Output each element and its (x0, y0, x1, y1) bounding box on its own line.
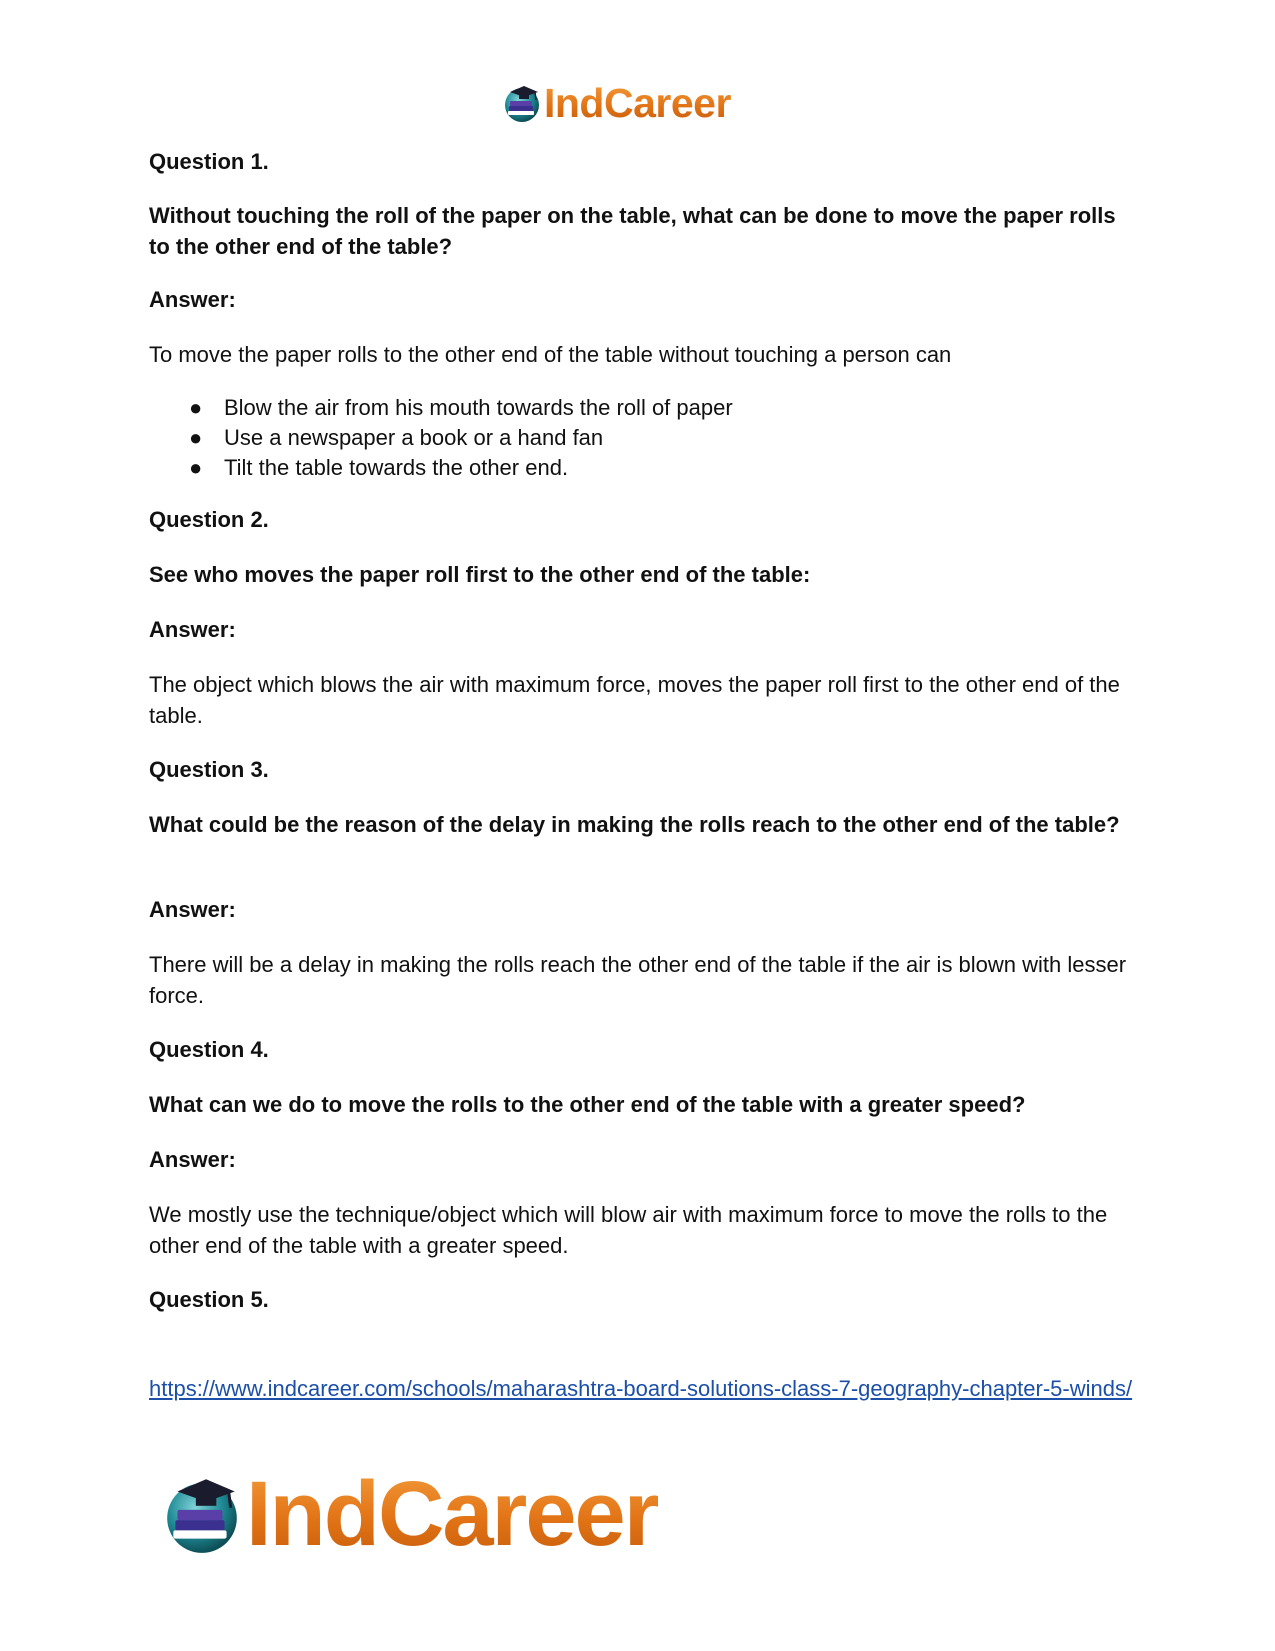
question-3-label: Question 3. (149, 757, 269, 782)
footer-logo (160, 1463, 658, 1565)
answer-1-text: To move the paper rolls to the other end of the table without touching a person can (149, 342, 952, 367)
answer-1-label: Answer: (149, 287, 236, 312)
bullet-icon: ● (189, 425, 203, 450)
header-logo (502, 80, 731, 126)
question-2-text: See who moves the paper roll first to the other end of the table: (149, 562, 811, 587)
bullet-icon: ● (189, 455, 203, 480)
question-1-label: Question 1. (149, 149, 269, 174)
question-1-text: Without touching the roll of the paper on the table, what can be done to move the paper rolls to the other end of the table? (149, 203, 1116, 259)
graduation-cap-books-globe-icon (160, 1471, 244, 1557)
answer-3-text: There will be a delay in making the rolls reach the other end of the table if the air is blown with lesser force. (149, 952, 1127, 1008)
question-5-label: Question 5. (149, 1287, 269, 1312)
list-item: ● Use a newspaper a book or a hand fan (149, 423, 1139, 453)
answer-3-label: Answer: (149, 897, 236, 922)
bullet-icon: ● (189, 395, 203, 420)
source-link[interactable]: https://www.indcareer.com/schools/maharashtra-board-solutions-class-7-geography-chapter-5-winds/ (149, 1376, 1133, 1401)
answer-4-text: We mostly use the technique/object which will blow air with maximum force to move the rolls to the other end of the table with a greater speed. (149, 1202, 1108, 1258)
answer-1-bullet-list (149, 393, 1139, 483)
list-item: ● Blow the air from his mouth towards the roll of paper (149, 393, 1139, 423)
question-2-label: Question 2. (149, 507, 269, 532)
question-4-text: What can we do to move the rolls to the other end of the table with a greater speed? (149, 1092, 1026, 1117)
answer-2-label: Answer: (149, 617, 236, 642)
list-item: ● Tilt the table towards the other end. (149, 453, 1139, 483)
graduation-cap-books-globe-icon (502, 82, 542, 124)
answer-4-label: Answer: (149, 1147, 236, 1172)
logo-wordmark: IndCareer (246, 1463, 658, 1565)
question-4-label: Question 4. (149, 1037, 269, 1062)
question-3-text: What could be the reason of the delay in making the rolls reach to the other end of the table? (149, 812, 1120, 837)
logo-wordmark: IndCareer (544, 79, 731, 126)
answer-2-text: The object which blows the air with maximum force, moves the paper roll first to the other end of the table. (149, 672, 1120, 728)
